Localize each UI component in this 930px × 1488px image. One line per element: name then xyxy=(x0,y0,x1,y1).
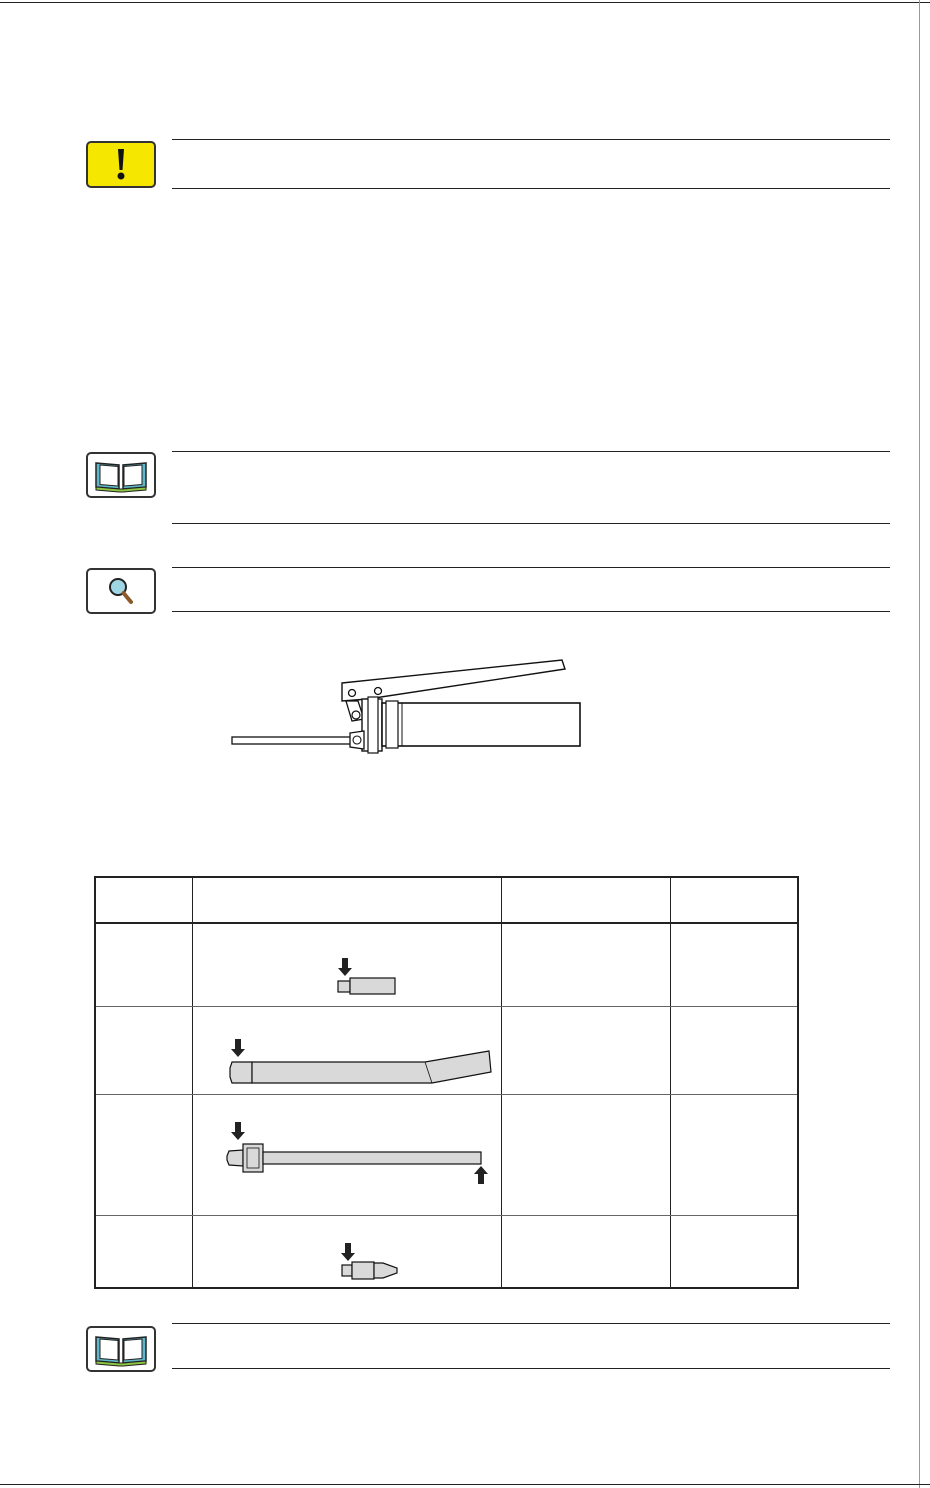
table-header-cell xyxy=(501,877,670,923)
magnifier-icon xyxy=(88,570,154,612)
extension-pipe-nozzle-illustration xyxy=(197,1096,497,1214)
table-row xyxy=(95,1095,798,1216)
table-cell xyxy=(95,1007,192,1095)
table-header-cell xyxy=(670,877,798,923)
bent-long-nozzle-illustration xyxy=(197,1008,497,1093)
reference-notice-icon xyxy=(86,1326,156,1372)
table-cell xyxy=(95,923,192,1007)
hint-rule-top xyxy=(172,567,890,568)
table-cell xyxy=(670,1007,798,1095)
nozzle-cell xyxy=(192,923,501,1007)
table-header-cell xyxy=(192,877,501,923)
table-row xyxy=(95,923,798,1007)
reference-rule-top xyxy=(172,451,890,452)
table-cell xyxy=(501,1007,670,1095)
nozzle-table xyxy=(94,876,799,1289)
nozzle-cell xyxy=(192,1095,501,1216)
table-header-cell xyxy=(95,877,192,923)
grease-gun-illustration xyxy=(228,655,588,755)
table-header-row xyxy=(95,877,798,923)
nozzle-cell xyxy=(192,1216,501,1289)
hint-notice-icon xyxy=(86,568,156,614)
exclamation-icon xyxy=(88,143,154,186)
hint-rule-bottom xyxy=(172,611,890,612)
nozzle-cell xyxy=(192,1007,501,1095)
reference-rule-bottom xyxy=(172,1368,890,1369)
table-cell xyxy=(670,923,798,1007)
open-book-icon xyxy=(88,454,154,496)
table-cell xyxy=(670,1095,798,1216)
table-cell xyxy=(95,1216,192,1289)
table-row xyxy=(95,1007,798,1095)
page-top-rule xyxy=(0,2,930,3)
table-row xyxy=(95,1216,798,1289)
table-cell xyxy=(501,1216,670,1289)
page-bottom-rule xyxy=(0,1484,930,1485)
tapered-nozzle-illustration xyxy=(197,1217,497,1287)
caution-rule-bottom xyxy=(172,188,890,189)
page-right-rule xyxy=(919,0,920,1488)
reference-rule-top xyxy=(172,1323,890,1324)
reference-notice-icon xyxy=(86,452,156,498)
reference-rule-bottom xyxy=(172,523,890,524)
table-cell xyxy=(501,1095,670,1216)
caution-rule-top xyxy=(172,139,890,140)
table-cell xyxy=(670,1216,798,1289)
table-cell xyxy=(95,1095,192,1216)
table-cell xyxy=(501,923,670,1007)
open-book-icon xyxy=(88,1328,154,1370)
caution-notice-icon xyxy=(86,141,156,188)
straight-short-nozzle-illustration xyxy=(197,925,497,1005)
